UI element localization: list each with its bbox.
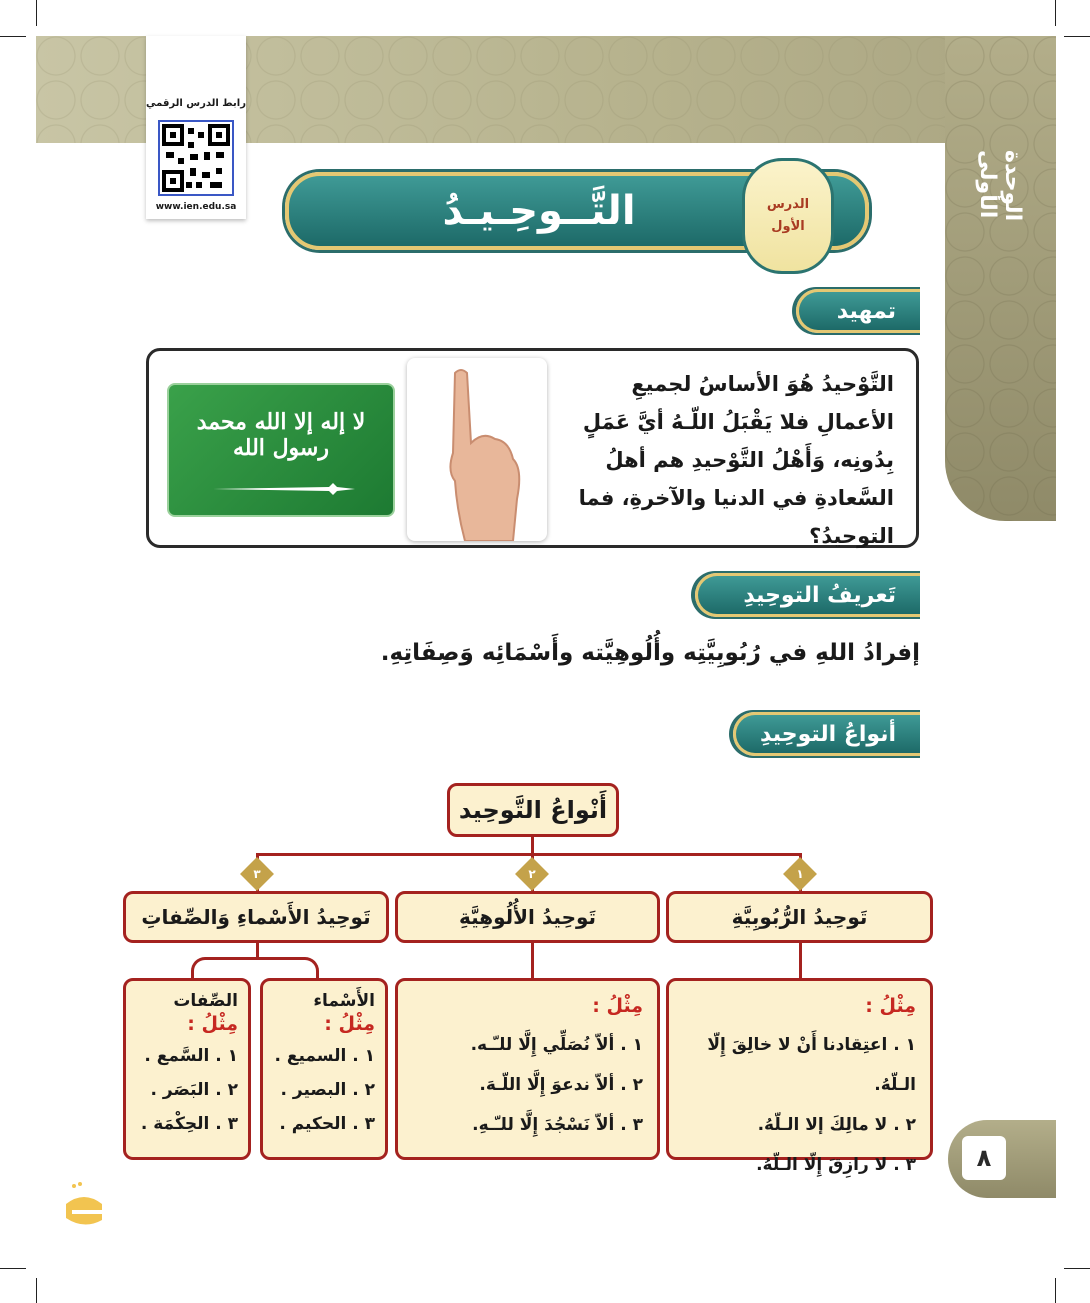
leaf-attributes-examples xyxy=(123,978,251,1160)
list-item: ٣ . الحكيم . xyxy=(279,1114,375,1134)
qr-code-icon[interactable] xyxy=(158,120,234,196)
lesson-badge-line1: الدرس xyxy=(766,197,810,212)
intro-heading: تمهيد xyxy=(796,289,920,333)
tree-connector xyxy=(256,853,802,856)
saudi-flag-image xyxy=(167,383,395,517)
lesson-badge-line2: الأول xyxy=(771,219,805,234)
crop-mark xyxy=(36,0,37,26)
tree-connector xyxy=(799,943,802,978)
crop-mark xyxy=(0,1268,26,1269)
types-heading: أنواعُ التوحِيدِ xyxy=(733,712,920,756)
list-item: ٢ . البَصَر . xyxy=(150,1080,238,1100)
qr-card[interactable] xyxy=(146,36,246,219)
example-label: مِثْلُ : xyxy=(187,1013,238,1035)
unit-label: الوحدة الأولى xyxy=(975,150,1025,222)
example-label: مِثْلُ : xyxy=(592,995,643,1017)
crop-mark xyxy=(1064,36,1090,37)
publisher-logo-icon xyxy=(62,1180,106,1230)
number-badge-1: ١ xyxy=(783,857,817,891)
intro-text: التَّوْحيدُ هُوَ الأساسُ لجميعِ الأعمالِ فلا يَقْبَلُ اللّـهُ أيَّ عَمَلٍ بِدُونِه، وَأَهْلُ التَّوْحيدِ هم أهلُ السَّعادةِ في الدنيا والآخرةِ، فما التوحيدُ؟ xyxy=(578,372,894,548)
intro-box xyxy=(146,348,919,548)
lesson-title-banner xyxy=(285,172,793,250)
attributes-title: الصِّفات xyxy=(173,991,238,1011)
number-badge-2: ٢ xyxy=(515,857,549,891)
definition-text: إفرادُ اللهِ في رُبُوبِيَّتِه وأُلُوهِيَّته وأَسْمَائِه وَصِفَاتِهِ. xyxy=(380,640,920,666)
example-label: مِثْلُ : xyxy=(324,1013,375,1035)
hand-image xyxy=(407,358,547,541)
lesson-badge xyxy=(742,158,834,274)
branch-uluhiyya: تَوحِيدُ الأُلُوهِيَّةِ xyxy=(395,891,660,943)
branch-names-attributes: تَوحِيدُ الأَسْماءِ وَالصِّفاتِ xyxy=(123,891,389,943)
list-item: ١ . ألاّ نُصَلِّي إِلَّا للـّـه. xyxy=(470,1035,643,1055)
qr-url[interactable]: www.ien.edu.sa xyxy=(155,202,237,212)
list-item: ٣ . الحِكْمَة . xyxy=(140,1114,238,1134)
leaf-uluhiyya-examples xyxy=(395,978,660,1160)
flag-shahada: لا إله إلا الله محمد رسول الله xyxy=(196,409,366,461)
list-item: ١ . السميع . xyxy=(274,1046,375,1066)
crop-mark xyxy=(36,1278,37,1303)
crop-mark xyxy=(1055,0,1056,26)
number-badge-3: ٣ xyxy=(240,857,274,891)
list-item: ١ . اعتِقادنا أَنْ لا خالِقَ إِلّا الـلّهُ. xyxy=(707,1035,916,1095)
crop-mark xyxy=(1064,1268,1090,1269)
crop-mark xyxy=(0,36,26,37)
definition-heading: تَعريفُ التوحِيدِ xyxy=(695,573,920,617)
lesson-title: التَّــوحِـيـدُ xyxy=(442,188,636,234)
list-item: ٢ . ألاّ ندعوَ إِلَّا اللّـهَ. xyxy=(479,1075,643,1095)
page-number: ٨ xyxy=(962,1136,1006,1180)
tree-root: أَنْواعُ التَّوحِيد xyxy=(447,783,619,837)
list-item: ٢ . لا مالِكَ إلا الـلّهُ. xyxy=(757,1115,916,1135)
leaf-rububiyya-examples xyxy=(666,978,933,1175)
list-item: ٣ . لا رازِقَ إِلّا الـلّهُ. xyxy=(756,1155,916,1175)
tree-connector xyxy=(531,943,534,978)
example-label: مِثْلُ : xyxy=(865,995,916,1017)
qr-label: رابط الدرس الرقمي xyxy=(146,98,246,109)
list-item: ١ . السَّمع . xyxy=(144,1046,238,1066)
list-item: ٢ . البصير . xyxy=(280,1080,375,1100)
names-title: الأَسْماء xyxy=(313,991,375,1011)
crop-mark xyxy=(1055,1278,1056,1303)
branch-rububiyya: تَوحِيدُ الرُّبُوبِيَّةِ xyxy=(666,891,933,943)
list-item: ٣ . ألاّ نَسْجُدَ إِلَّا للـّـهِ. xyxy=(472,1115,643,1135)
leaf-names-examples xyxy=(260,978,388,1160)
